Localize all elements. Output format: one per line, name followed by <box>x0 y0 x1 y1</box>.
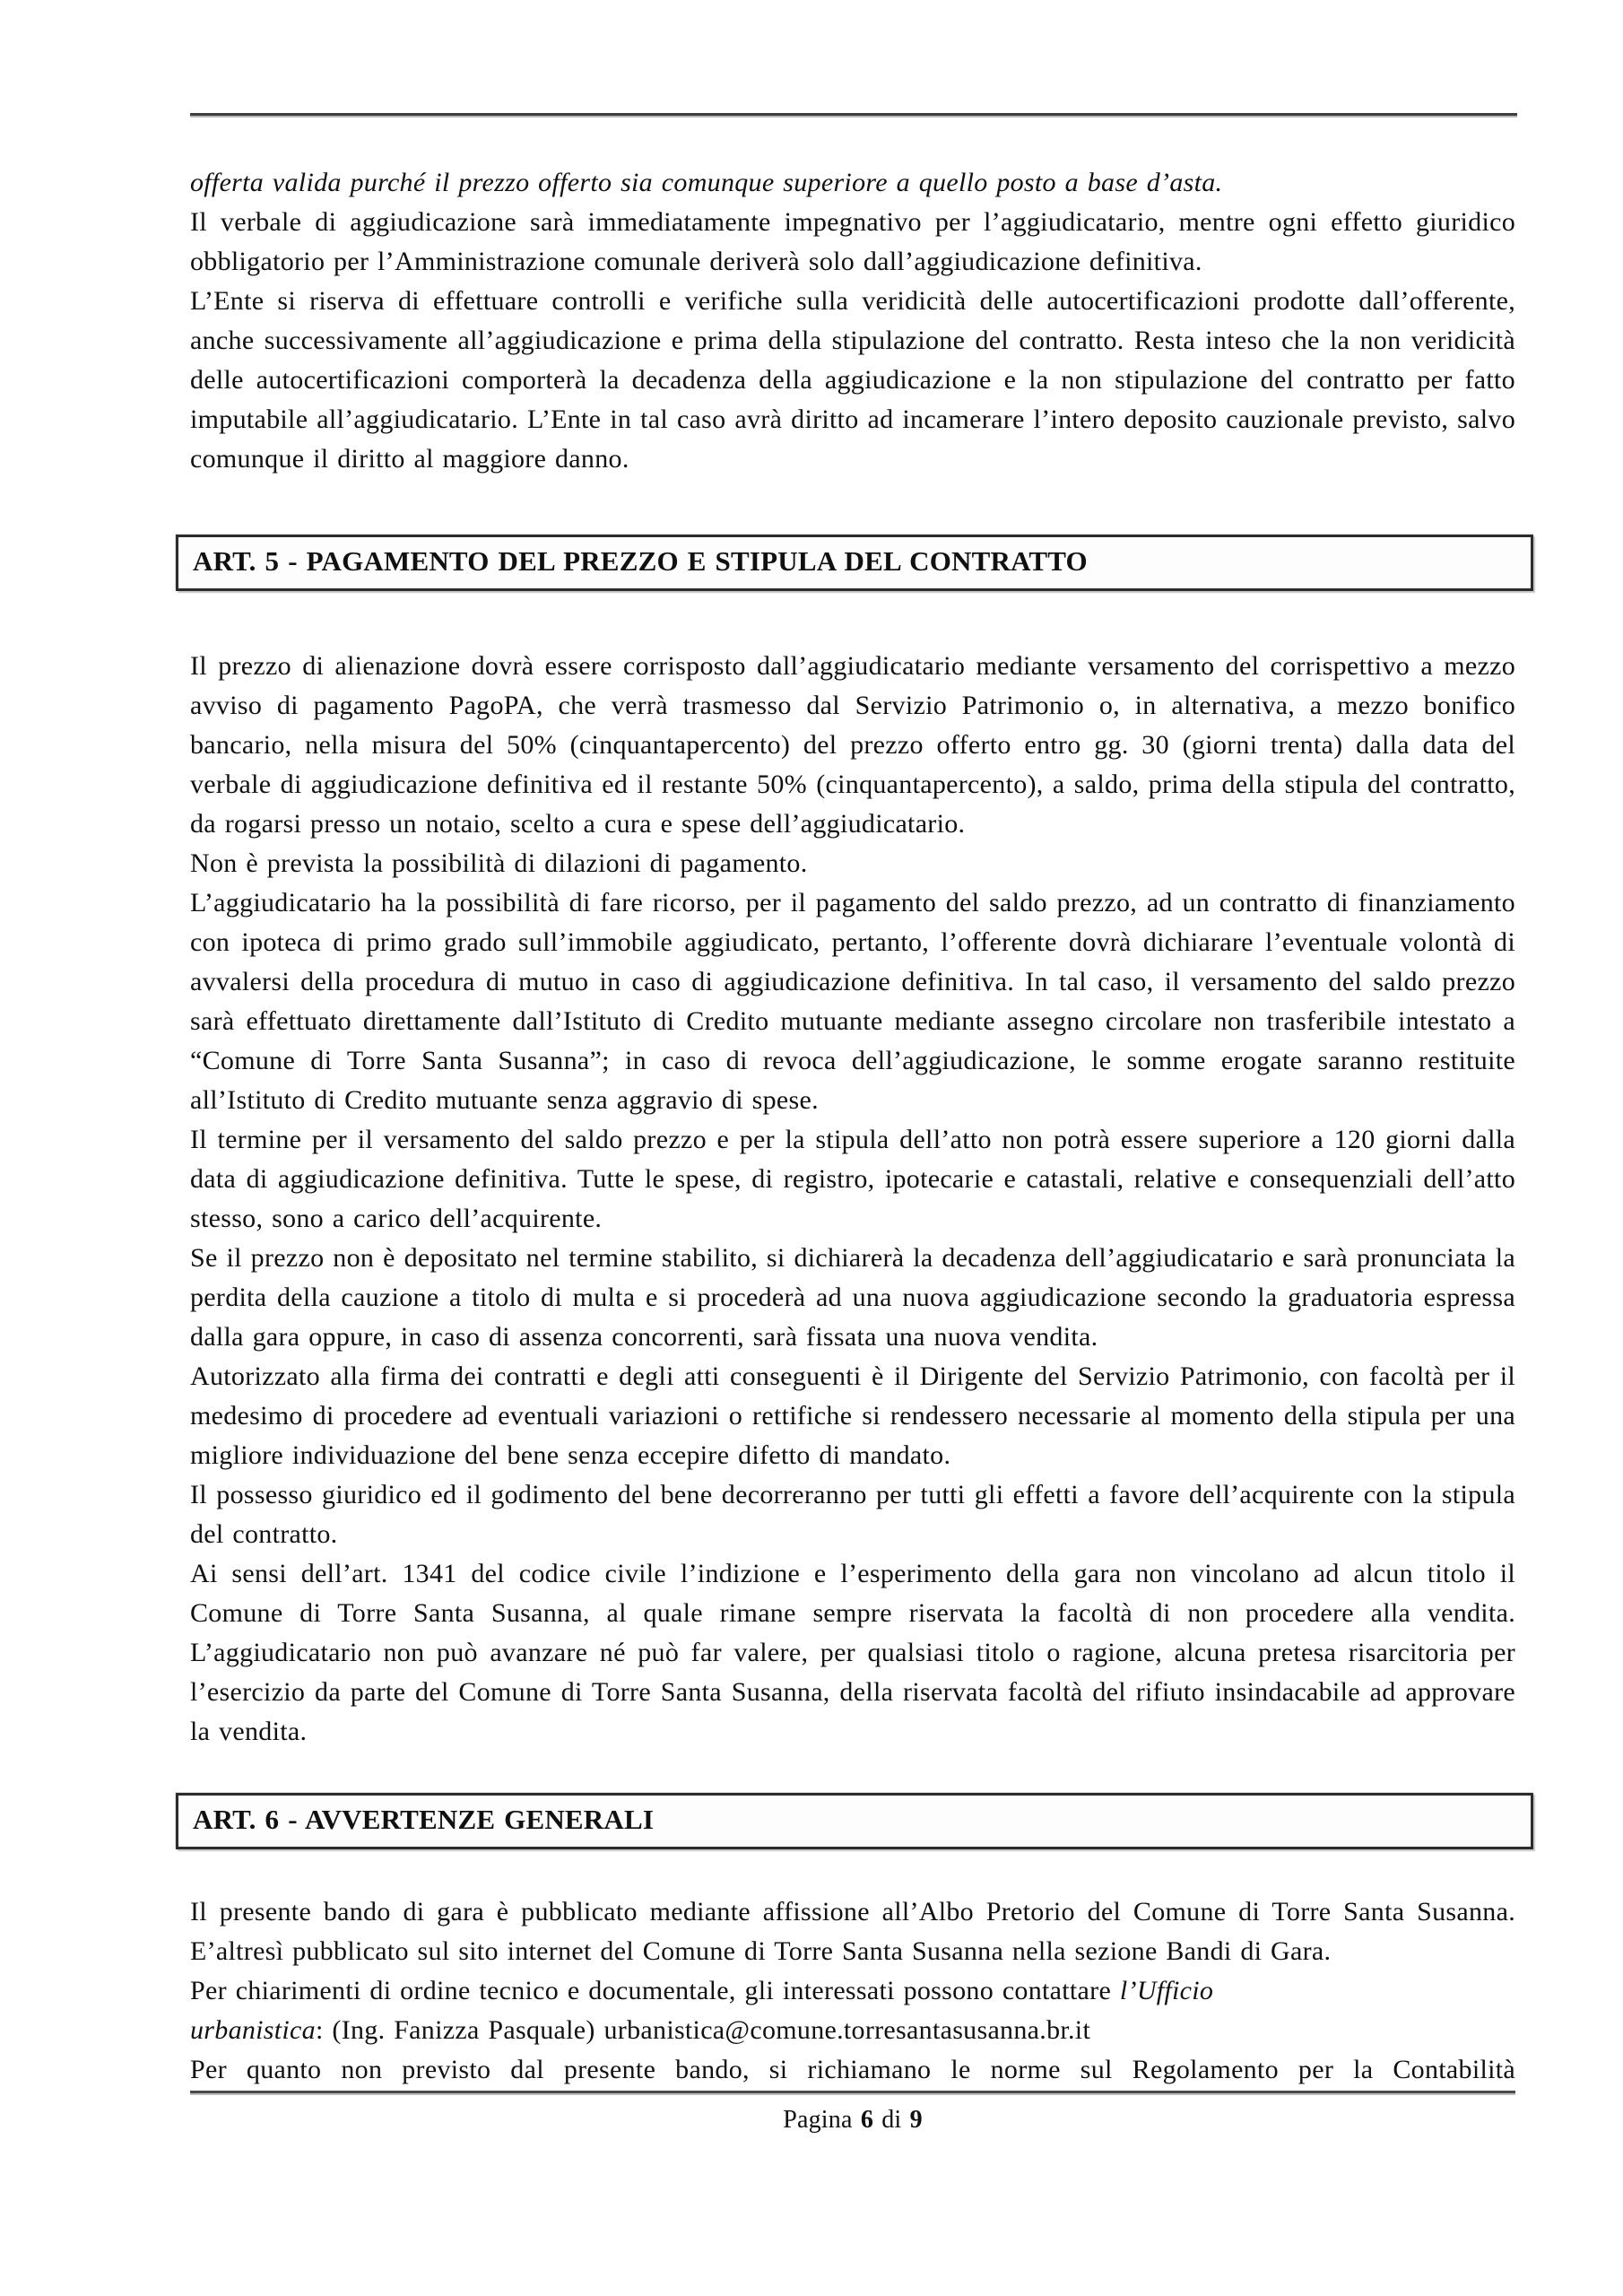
header-rule <box>190 113 1517 116</box>
footer-total-pages: 9 <box>909 2106 923 2134</box>
art5-paragraph-dilazioni: Non è prevista la possibilità di dilazioni di pagamento. <box>190 848 808 878</box>
page-content <box>190 163 1515 2140</box>
page-footer <box>190 2100 1515 2140</box>
art5-heading: ART. 5 - PAGAMENTO DEL PREZZO E STIPULA DEL CONTRATTO <box>193 545 1088 577</box>
contact-ufficio-italic: l’Ufficio <box>1119 1976 1214 2005</box>
intro-paragraph-verbale: Il verbale di aggiudicazione sarà immediatamente impegnativo per l’aggiudicatario, mentre ogni effetto giuridico obbligatorio per l’Amministrazione comunale deriverà solo dall’aggiudicazione definitiva. <box>190 207 1515 276</box>
art5-heading-box <box>176 535 1533 591</box>
footer-separator: di <box>881 2106 902 2134</box>
intro-italic-line: offerta valida purché il prezzo offerto sia comunque superiore a quello posto a base d’asta. <box>190 168 1223 197</box>
art5-paragraph-art1341: Ai sensi dell’art. 1341 del codice civile l’indizione e l’esperimento della gara non vincolano ad alcun titolo il Comune di Torre Santa Susanna, al quale rimane sempre riservata la facoltà di non procedere alla vendita. L’aggiudicatario non può avanzare né può far valere, per qualsiasi titolo o ragione, alcuna pretesa risarcitoria per l’esercizio da parte del Comune di Torre Santa Susanna, della riservata facoltà del rifiuto insindacabile ad approvare la vendita. <box>190 1559 1515 1746</box>
footer-page-number: 6 <box>860 2106 874 2134</box>
art5-paragraph-mutuo: L’aggiudicatario ha la possibilità di fare ricorso, per il pagamento del saldo prezzo, ad un contratto di finanziamento con ipoteca di primo grado sull’immobile aggiudicato, pertanto, l’offerente dovrà dichiarare l’eventuale volontà di avvalersi della procedura di mutuo in caso di aggiudicazione definitiva. In tal caso, il versamento del saldo prezzo sarà effettuato direttamente dall’Istituto di Credito mutuante mediante assegno circolare non trasferibile intestato a “Comune di Torre Santa Susanna”; in caso di revoca dell’aggiudicazione, le somme erogate saranno restituite all’Istituto di Credito mutuante senza aggravio di spese. <box>190 888 1515 1115</box>
overflow-underlined-line: Per quanto non previsto dal presente bando, si richiamano le norme sul Regolamento per la Contabilità <box>190 2050 1515 2093</box>
art5-paragraph-firma: Autorizzato alla firma dei contratti e degli atti conseguenti è il Dirigente del Servizio Patrimonio, con facoltà per il medesimo di procedere ad eventuali variazioni o rettifiche si rendessero necessarie al momento della stipula per una migliore individuazione del bene senza eccepire difetto di mandato. <box>190 1361 1515 1470</box>
art5-paragraph-prezzo: Il prezzo di alienazione dovrà essere corrisposto dall’aggiudicatario mediante versamento del corrispettivo a mezzo avviso di pagamento PagoPA, che verrà trasmesso dal Servizio Patrimonio o, in alternativa, a mezzo bonifico bancario, nella misura del 50% (cinquantapercento) del prezzo offerto entro gg. 30 (giorni trenta) dalla data del verbale di aggiudicazione definitiva ed il restante 50% (cinquantapercento), a saldo, prima della stipula del contratto, da rogarsi presso un notaio, scelto a cura e spese dell’aggiudicatario. <box>190 651 1515 839</box>
art5-paragraph-termine: Il termine per il versamento del saldo prezzo e per la stipula dell’atto non potrà essere superiore a 120 giorni dalla data di aggiudicazione definitiva. Tutte le spese, di registro, ipotecarie e catastali, relative e consequenziali dell’atto stesso, sono a carico dell’acquirente. <box>190 1125 1515 1233</box>
footer-prefix: Pagina <box>783 2106 853 2134</box>
art6-heading: ART. 6 - AVVERTENZE GENERALI <box>193 1804 655 1835</box>
art6-heading-box <box>176 1793 1533 1849</box>
art5-paragraph-possesso: Il possesso giuridico ed il godimento del bene decorreranno per tutti gli effetti a favore dell’acquirente con la stipula del contratto. <box>190 1480 1515 1549</box>
intro-paragraph-ente: L’Ente si riserva di effettuare controlli e verifiche sulla veridicità delle autocertificazioni prodotte dall’offerente, anche successivamente all’aggiudicazione e prima della stipulazione del contratto. Resta inteso che la non veridicità delle autocertificazioni comporterà la decadenza della aggiudicazione e la non stipulazione del contratto per fatto imputabile all’aggiudicatario. L’Ente in tal caso avrà diritto ad incamerare l’intero deposito cauzionale previsto, salvo comunque il diritto al maggiore danno. <box>190 286 1515 474</box>
art6-paragraph-pubblicazione: Il presente bando di gara è pubblicato mediante affissione all’Albo Pretorio del Comune di Torre Santa Susanna. E’altresì pubblicato sul sito internet del Comune di Torre Santa Susanna nella sezione Bandi di Gara. <box>190 1897 1515 1966</box>
contact-text-pre: Per chiarimenti di ordine tecnico e documentale, gli interessati possono contattare <box>190 1976 1120 2005</box>
art6-paragraph-contatti <box>190 1971 1515 2050</box>
contact-urbanistica-italic: urbanistica <box>190 2015 316 2045</box>
art5-paragraph-decadenza: Se il prezzo non è depositato nel termine stabilito, si dichiarerà la decadenza dell’aggiudicatario e sarà pronunciata la perdita della cauzione a titolo di multa e si procederà ad una nuova aggiudicazione secondo la graduatoria espressa dalla gara oppure, in caso di assenza concorrenti, sarà fissata una nuova vendita. <box>190 1243 1515 1352</box>
contact-email-text: : (Ing. Fanizza Pasquale) urbanistica@comune.torresantasusanna.br.it <box>315 2015 1091 2045</box>
